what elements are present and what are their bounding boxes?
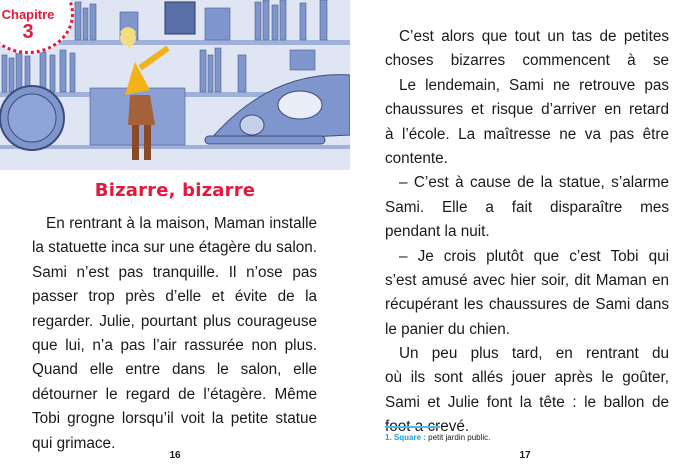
text-line: la statuette inca sur une étagère du salon. (32, 239, 317, 257)
text-line: passer trop près d’elle et évite de la (32, 288, 317, 306)
footnote-divider (385, 426, 440, 428)
text-line: qui grimace. (32, 434, 116, 452)
text-line-content: Un peu plus tard, en rentrant du (399, 345, 669, 363)
text-line: chaussures et risque d’arriver en retard (385, 101, 669, 119)
footnote-text: petit jardin public. (428, 433, 491, 442)
text-line: – Je crois plutôt que c’est Tobi qui (399, 247, 669, 265)
text-line: choses bizarres commencent à se (385, 52, 669, 70)
left-body-text (32, 212, 317, 456)
text-line: Le lendemain, Sami ne retrouve pas (399, 76, 669, 94)
page-number: 17 (519, 450, 531, 461)
right-page (350, 0, 700, 475)
page-number: 16 (169, 450, 181, 461)
text-line: Quand elle entre dans le salon, elle (32, 361, 317, 379)
text-line: Sami. Elle a fait disparaître mes (385, 198, 669, 216)
text-line: Sami et Julie font la tête : le ballon de (385, 393, 669, 411)
text-line (385, 342, 669, 366)
text-line: le panier du chien. (385, 320, 511, 338)
text-line: Tobi grogne lorsqu’il voit la petite statue (32, 410, 317, 428)
text-line: s’est amusé avec hier soir, dit Maman en (385, 271, 669, 289)
text-line: où ils sont allés jouer après le goûter, (385, 369, 669, 387)
chapter-title: Bizarre, bizarre (94, 180, 256, 201)
text-line: que lui, n’a pas l’air rassurée non plus. (32, 336, 317, 354)
text-line: regarder. Julie, pourtant plus courageuse (32, 312, 317, 330)
right-body-text (385, 25, 669, 440)
chapter-label: Chapitre (1, 7, 55, 22)
text-line: Sami n’est pas tranquille. Il n’ose pas (32, 263, 317, 281)
chapter-number: 3 (22, 21, 34, 43)
text-line: détourner le regard de l’étagère. Même (32, 385, 317, 403)
footnote (385, 433, 490, 442)
text-line: foot a crevé. (385, 418, 470, 436)
text-line: à l’école. La maîtresse ne va pas être (385, 125, 669, 143)
text-line: contente. (385, 149, 448, 167)
footnote-term: 1. Square : (385, 433, 426, 442)
text-line: – C’est à cause de la statue, s’alarme (399, 174, 669, 192)
text-line: En rentrant à la maison, Maman installe (46, 215, 317, 232)
text-line: récupérant les chaussures de Sami dans (385, 296, 669, 314)
text-line: pendant la nuit. (385, 223, 490, 241)
text-line: C’est alors que tout un tas de petites (399, 28, 669, 45)
